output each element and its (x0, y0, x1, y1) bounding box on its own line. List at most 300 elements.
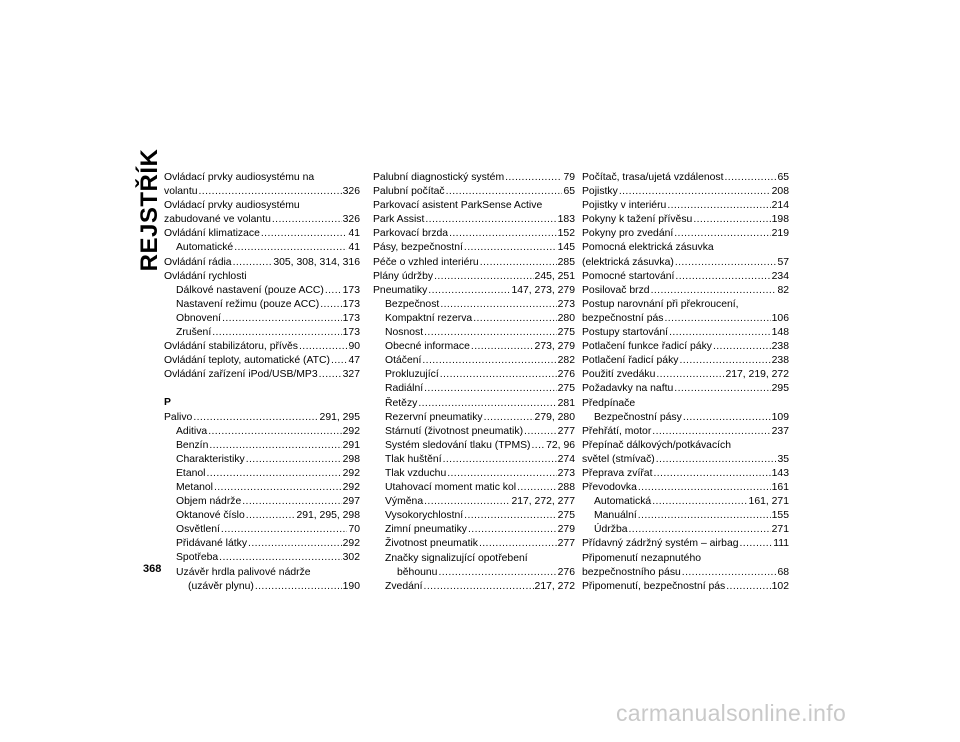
index-term: Použití zvedáku (582, 369, 656, 381)
page-reference: 190 (342, 580, 360, 592)
index-entry (373, 368, 575, 382)
index-entry (582, 425, 789, 439)
page-reference: 145 (557, 242, 575, 254)
page-reference: 72, 96 (546, 439, 575, 451)
index-term: Přeprava zvířat (582, 467, 653, 479)
index-term: Manuální (594, 510, 637, 522)
index-term: Životnost pneumatik (385, 538, 478, 550)
index-term: Ovládání teploty, automatické (ATC) (164, 355, 330, 367)
index-term: Palivo (164, 411, 193, 423)
page-reference: 214 (771, 200, 789, 212)
dot-leader (674, 227, 770, 241)
index-term: Zvedání (385, 580, 423, 592)
index-entry (582, 213, 789, 227)
dot-leader (214, 481, 342, 495)
index-term: Osvětlení (176, 524, 220, 536)
page-reference: 305, 308, 314, 316 (273, 256, 360, 268)
page-reference: 65 (563, 186, 575, 198)
dot-leader (319, 368, 342, 382)
dot-leader (193, 411, 318, 425)
page-reference: 273 (557, 467, 575, 479)
page-reference: 295 (771, 383, 789, 395)
index-entry (164, 326, 360, 340)
dot-leader (652, 495, 747, 509)
index-entry (164, 411, 360, 425)
index-term: Výměna (385, 496, 424, 508)
index-term: (uzávěr plynu) (188, 580, 254, 592)
index-term: Bezpečnost (385, 298, 440, 310)
page-reference: 217, 272, 277 (511, 496, 575, 508)
index-entry (582, 326, 789, 340)
dot-leader (434, 270, 533, 284)
index-entry (373, 566, 575, 580)
page-reference: 292 (342, 425, 360, 437)
dot-leader (679, 354, 770, 368)
index-term: Řetězy (385, 397, 418, 409)
index-term: Parkovací brzda (373, 228, 449, 240)
dot-leader (726, 580, 770, 594)
dot-leader (664, 312, 770, 326)
dot-leader (638, 481, 771, 495)
index-term: Automatické (176, 242, 234, 254)
index-term: Aditiva (176, 425, 208, 437)
index-term: Tlak huštění (385, 453, 442, 465)
index-entry (373, 467, 575, 481)
page-reference: 279 (557, 524, 575, 536)
index-term: Posilovač brzd (582, 284, 650, 296)
dot-leader (221, 523, 348, 537)
index-entry (582, 227, 789, 241)
dot-leader (246, 453, 342, 467)
dot-leader (424, 326, 557, 340)
page-reference: 302 (342, 552, 360, 564)
index-term: Radiální (385, 383, 424, 395)
index-entry (582, 580, 789, 594)
index-term: Automatická (594, 496, 652, 508)
index-term: Utahovací moment matic kol (385, 482, 517, 494)
index-entry (582, 284, 789, 298)
page-reference: 79 (563, 172, 575, 183)
index-term: Pokyny k tažení přívěsu (582, 214, 693, 226)
dot-leader (473, 312, 556, 326)
page-reference: 173 (342, 312, 360, 324)
page-reference: 273, 279 (534, 341, 575, 353)
index-term: Ovládání stabilizátoru, přívěs (164, 341, 298, 353)
page-reference: 292 (342, 481, 360, 493)
page-reference: 245, 251 (534, 270, 575, 282)
index-entry (373, 523, 575, 537)
index-entry (373, 185, 575, 199)
index-entry (164, 241, 360, 255)
index-entry (373, 453, 575, 467)
index-column-1 (164, 171, 360, 594)
index-term: volantu (164, 186, 198, 198)
index-entry (373, 171, 575, 185)
dot-leader (422, 354, 556, 368)
index-entry (373, 382, 575, 396)
page-reference: 297 (342, 496, 360, 508)
index-entry (164, 495, 360, 509)
index-entry (164, 213, 360, 227)
dot-leader (331, 354, 348, 368)
index-entry (164, 354, 360, 368)
page-reference: 281 (557, 397, 575, 409)
index-entry (373, 354, 575, 368)
index-term: Pomocné startování (582, 270, 675, 282)
index-term: Benzín (176, 439, 209, 451)
index-entry (164, 523, 360, 537)
dot-leader (713, 340, 771, 354)
page-reference: 155 (771, 510, 789, 522)
dot-leader (669, 326, 771, 340)
dot-leader (272, 213, 342, 227)
index-term: Zimní pneumatiky (385, 524, 467, 536)
dot-leader (325, 284, 342, 298)
index-term: Pojistky v interiéru (582, 200, 667, 212)
dot-leader (505, 171, 562, 185)
index-term: Stárnutí (životnost pneumatik) (385, 425, 524, 437)
page-reference: 238 (771, 341, 789, 353)
page-reference: 148 (771, 327, 789, 339)
dot-leader (656, 453, 777, 467)
page-reference: 271 (771, 524, 789, 536)
index-term: Převodovka (582, 482, 637, 494)
index-section-letter: P (164, 397, 171, 409)
index-term: Plány údržby (373, 270, 434, 282)
index-entry (164, 298, 360, 312)
dot-leader (212, 326, 341, 340)
page-reference: 35 (777, 453, 789, 465)
index-heading: Připomenutí nezapnutého (582, 552, 702, 564)
page-reference: 291 (342, 439, 360, 451)
dot-leader (683, 411, 771, 425)
dot-leader (234, 241, 347, 255)
dot-leader (667, 199, 770, 213)
section-title: REJSTŘÍK (136, 148, 163, 272)
index-heading: Předpínače (582, 397, 636, 409)
index-term: Potlačení řadicí páky (582, 355, 679, 367)
index-entry (164, 340, 360, 354)
index-term: Obecné informace (385, 341, 470, 353)
index-entry (373, 326, 575, 340)
index-entry (373, 270, 575, 284)
page-reference: 326 (342, 214, 360, 226)
index-term: Péče o vzhled interiéru (373, 256, 479, 268)
page-reference: 198 (771, 214, 789, 226)
page-reference: 106 (771, 312, 789, 324)
dot-leader (418, 397, 556, 411)
index-entry (582, 566, 789, 580)
index-term: Nosnost (385, 327, 424, 339)
index-term: Palubní počítač (373, 186, 445, 198)
dot-leader (682, 566, 777, 580)
index-term: Přehřátí, motor (582, 425, 652, 437)
index-entry (373, 509, 575, 523)
index-heading: Uzávěr hrdla palivové nádrže (176, 566, 311, 578)
page-reference: 275 (557, 327, 575, 339)
index-entry (582, 199, 789, 213)
dot-leader (248, 537, 342, 551)
index-entry (164, 467, 360, 481)
index-entry (164, 481, 360, 495)
dot-leader (652, 425, 770, 439)
page-reference: 173 (342, 327, 360, 339)
index-entry (582, 467, 789, 481)
dot-leader (674, 382, 770, 396)
dot-leader (428, 284, 510, 298)
page-reference: 276 (557, 369, 575, 381)
index-entry (164, 580, 360, 594)
index-entry (164, 551, 360, 565)
index-entry (164, 227, 360, 241)
dot-leader (320, 298, 341, 312)
index-term: bezpečnostní pás (582, 312, 664, 324)
dot-leader (242, 495, 341, 509)
page-reference: 237 (771, 425, 789, 437)
page-reference: 90 (348, 341, 360, 353)
index-entry (164, 453, 360, 467)
dot-leader (656, 368, 724, 382)
index-term: Počítač, trasa/ujetá vzdálenost (582, 172, 724, 183)
index-term: Kompaktní rezerva (385, 312, 473, 324)
index-entry (582, 270, 789, 284)
dot-leader (425, 213, 556, 227)
page-reference: 57 (777, 256, 789, 268)
index-term: Postupy startování (582, 327, 669, 339)
index-term: Přidávané látky (176, 538, 248, 550)
index-term: Pojistky (582, 186, 618, 198)
index-entry (373, 580, 575, 594)
index-term: Ovládání zařízení iPod/USB/MP3 (164, 369, 318, 381)
dot-leader (471, 340, 534, 354)
index-entry (582, 481, 789, 495)
page-reference: 109 (771, 411, 789, 423)
index-entry (164, 509, 360, 523)
dot-leader (255, 580, 342, 594)
index-entry (164, 425, 360, 439)
dot-leader (693, 213, 770, 227)
page-reference: 102 (771, 580, 789, 592)
dot-leader (206, 467, 341, 481)
dot-leader (638, 509, 771, 523)
page-reference: 161, 271 (748, 496, 789, 508)
page-reference: 276 (557, 566, 575, 578)
dot-leader (651, 284, 777, 298)
index-term: Otáčení (385, 355, 422, 367)
index-entry (582, 171, 789, 185)
page-reference: 173 (342, 284, 360, 296)
page-reference: 82 (777, 284, 789, 296)
index-heading: Pomocná elektrická zásuvka (582, 242, 714, 254)
page-reference: 277 (557, 538, 575, 550)
dot-leader (532, 439, 546, 453)
page-reference: 47 (348, 355, 360, 367)
page-reference: 238 (771, 355, 789, 367)
index-entry (373, 425, 575, 439)
index-term: Spotřeba (176, 552, 219, 564)
dot-leader (233, 256, 273, 270)
page-reference: 275 (557, 510, 575, 522)
index-entry (373, 284, 575, 298)
index-entry (164, 284, 360, 298)
page-reference: 68 (777, 566, 789, 578)
index-term: zabudované ve volantu (164, 214, 271, 226)
page-reference: 327 (342, 369, 360, 381)
page-reference: 183 (557, 214, 575, 226)
index-term: běhounu (397, 566, 438, 578)
index-entry (373, 312, 575, 326)
page-reference: 275 (557, 383, 575, 395)
page-reference: 41 (348, 228, 360, 240)
dot-leader (199, 185, 342, 199)
index-term: Potlačení funkce řadicí páky (582, 341, 712, 353)
page-reference: 234 (771, 270, 789, 282)
dot-leader (424, 495, 510, 509)
index-entry (164, 256, 360, 270)
page-reference: 288 (557, 482, 575, 494)
dot-leader (261, 227, 348, 241)
index-term: Tlak vzduchu (385, 467, 447, 479)
dot-leader (740, 537, 773, 551)
page-reference: 277 (557, 425, 575, 437)
index-term: Dálkové nastavení (pouze ACC) (176, 284, 324, 296)
index-term: Pásy, bezpečnostní (373, 242, 463, 254)
index-heading: Ovládání rychlosti (164, 270, 247, 282)
dot-leader (440, 298, 556, 312)
section-title-vertical (136, 148, 164, 272)
index-entry (582, 495, 789, 509)
page-reference: 273 (557, 298, 575, 310)
page-reference: 161 (771, 482, 789, 494)
index-entry (373, 495, 575, 509)
index-term: Ovládání rádia (164, 256, 232, 268)
page-reference: 147, 273, 279 (511, 284, 575, 296)
index-entry (373, 397, 575, 411)
page-reference: 285 (557, 256, 575, 268)
index-term: Rezervní pneumatiky (385, 411, 483, 423)
dot-leader (619, 185, 771, 199)
dot-leader (438, 566, 556, 580)
index-entry (373, 340, 575, 354)
index-entry (373, 241, 575, 255)
page-reference: 41 (348, 242, 360, 254)
dot-leader (299, 340, 347, 354)
index-term: Vysokorychlostní (385, 510, 464, 522)
index-entry (582, 256, 789, 270)
page-reference: 208 (771, 186, 789, 198)
page-reference: 217, 272 (534, 580, 575, 592)
index-term: Etanol (176, 467, 206, 479)
index-term: Obnovení (176, 312, 222, 324)
page-reference: 217, 219, 272 (725, 369, 789, 381)
index-column-3 (582, 171, 789, 594)
index-heading: Postup narovnání při překroucení, (582, 298, 739, 310)
dot-leader (208, 425, 341, 439)
page-reference: 70 (348, 524, 360, 536)
dot-leader (246, 509, 296, 523)
dot-leader (424, 580, 534, 594)
page-reference: 291, 295 (319, 411, 360, 423)
watermark: carmanualsonline.info (616, 700, 847, 726)
index-entry (164, 537, 360, 551)
dot-leader (209, 439, 341, 453)
index-entry (582, 185, 789, 199)
index-term: Charakteristiky (176, 453, 245, 465)
dot-leader (464, 509, 557, 523)
index-entry (582, 312, 789, 326)
index-term: bezpečnostního pásu (582, 566, 681, 578)
dot-leader (447, 467, 556, 481)
index-heading: Ovládací prvky audiosystému (164, 200, 300, 212)
dot-leader (675, 270, 770, 284)
index-entry (373, 481, 575, 495)
index-term: Pokyny pro zvedání (582, 228, 674, 240)
index-term: Ovládání klimatizace (164, 228, 260, 240)
page-reference: 282 (557, 355, 575, 367)
index-entry (582, 509, 789, 523)
index-term: Palubní diagnostický systém (373, 172, 505, 183)
page-reference: 291, 295, 298 (296, 510, 360, 522)
index-column-2 (373, 171, 575, 594)
index-term: Prokluzující (385, 369, 439, 381)
dot-leader (517, 481, 557, 495)
page-reference: 65 (777, 172, 789, 183)
dot-leader (464, 241, 557, 255)
dot-leader (524, 425, 557, 439)
page-reference: 274 (557, 453, 575, 465)
index-term: (elektrická zásuvka) (582, 256, 674, 268)
index-term: Systém sledování tlaku (TPMS) (385, 439, 531, 451)
index-entry (164, 312, 360, 326)
dot-leader (725, 171, 777, 185)
dot-leader (424, 382, 557, 396)
index-term: Požadavky na naftu (582, 383, 674, 395)
index-entry (164, 368, 360, 382)
page-reference: 279, 280 (534, 411, 575, 423)
index-entry (582, 382, 789, 396)
index-heading: Ovládací prvky audiosystému na (164, 172, 315, 183)
index-entry (582, 340, 789, 354)
page-reference: 292 (342, 538, 360, 550)
index-term: Metanol (176, 481, 213, 493)
index-entry (373, 213, 575, 227)
index-term: Zrušení (176, 327, 212, 339)
index-term: Údržba (594, 524, 628, 536)
index-heading: Přepínač dálkových/potkávacích (582, 439, 732, 451)
page-reference: 280 (557, 312, 575, 324)
index-entry (582, 453, 789, 467)
index-entry (373, 227, 575, 241)
dot-leader (449, 227, 557, 241)
index-term: Připomenutí, bezpečnostní pás (582, 580, 726, 592)
dot-leader (653, 467, 770, 481)
index-term: Pneumatiky (373, 284, 428, 296)
page-reference: 152 (557, 228, 575, 240)
index-term: Oktanové číslo (176, 510, 245, 522)
index-entry (582, 537, 789, 551)
dot-leader (480, 256, 557, 270)
dot-leader (222, 312, 342, 326)
index-term: světel (stmívač) (582, 453, 655, 465)
dot-leader (446, 185, 563, 199)
index-entry (373, 256, 575, 270)
index-entry (373, 298, 575, 312)
page-reference: 173 (342, 298, 360, 310)
index-entry (164, 185, 360, 199)
index-entry (373, 411, 575, 425)
dot-leader (484, 411, 534, 425)
dot-leader (443, 453, 557, 467)
